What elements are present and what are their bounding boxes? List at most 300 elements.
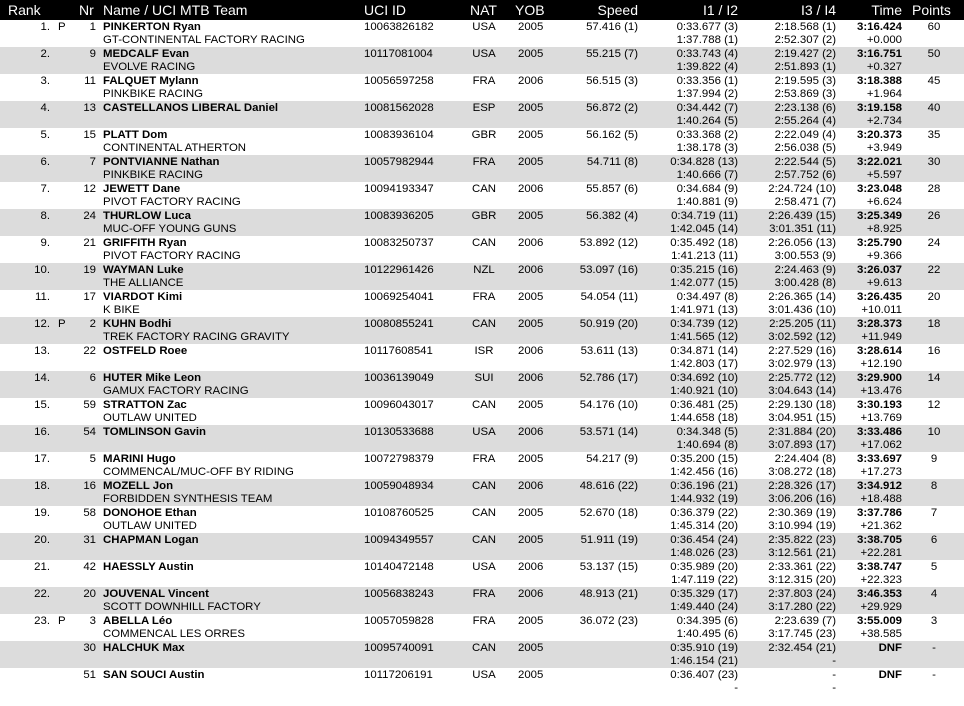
nationality: CAN xyxy=(471,480,497,492)
year-of-birth: 2006 xyxy=(518,345,544,357)
split-i1: 0:36.407 (23) xyxy=(670,669,738,681)
rider-name: STRATTON Zac xyxy=(103,399,187,411)
rider-name: OSTFELD Roee xyxy=(103,345,188,357)
nationality: CAN xyxy=(471,507,497,519)
finish-time: 3:28.614 xyxy=(857,345,902,357)
split-i2: 1:48.026 (23) xyxy=(670,547,738,559)
rank-cell: 11. xyxy=(35,291,50,303)
split-i1: 0:36.454 (24) xyxy=(670,534,738,546)
nationality: ESP xyxy=(472,102,496,114)
finish-time: 3:30.193 xyxy=(857,399,902,411)
split-i1: 0:34.395 (6) xyxy=(676,615,738,627)
split-i1: 0:35.492 (18) xyxy=(670,237,738,249)
rank-cell: 5. xyxy=(40,129,50,141)
nationality: CAN xyxy=(471,183,497,195)
points: 9 xyxy=(930,453,938,465)
split-i4: 3:04.643 (14) xyxy=(768,385,836,397)
bib-number: 19 xyxy=(83,264,96,276)
bib-number: 20 xyxy=(83,588,96,600)
rider-name: MARINI Hugo xyxy=(103,453,176,465)
rider-name: MEDCALF Evan xyxy=(103,48,190,60)
finish-time: 3:34.912 xyxy=(857,480,902,492)
uci-id: 10108760525 xyxy=(364,507,434,519)
year-of-birth: 2005 xyxy=(518,453,544,465)
table-row xyxy=(0,74,964,101)
uci-id: 10083936205 xyxy=(364,210,434,222)
time-gap: +13.769 xyxy=(860,412,902,424)
finish-time: 3:20.373 xyxy=(857,129,902,141)
split-i3: - xyxy=(832,669,836,681)
split-i4: 2:53.869 (3) xyxy=(774,88,836,100)
split-i2: 1:39.822 (4) xyxy=(676,61,738,73)
time-gap: +0.000 xyxy=(866,34,902,46)
points: 45 xyxy=(927,75,941,87)
split-i1: 0:34.719 (11) xyxy=(671,210,738,222)
header-i3-i4: I3 / I4 xyxy=(800,2,836,18)
header-nr: Nr xyxy=(79,2,94,18)
points: 40 xyxy=(927,102,941,114)
speed: 50.919 (20) xyxy=(579,318,638,330)
split-i4: - xyxy=(832,655,836,667)
team-name: COMMENCAL/MUC-OFF BY RIDING xyxy=(103,466,294,478)
uci-id: 10094349557 xyxy=(364,534,434,546)
year-of-birth: 2005 xyxy=(518,615,544,627)
finish-time: 3:19.158 xyxy=(857,102,902,114)
table-row xyxy=(0,668,964,695)
bib-number: 30 xyxy=(83,642,96,654)
points: - xyxy=(932,669,936,681)
speed: 53.611 (13) xyxy=(580,345,638,357)
split-i1: 0:36.379 (22) xyxy=(670,507,738,519)
header-i1-i2: I1 / I2 xyxy=(702,2,738,18)
bib-number: 24 xyxy=(83,210,96,222)
year-of-birth: 2006 xyxy=(518,237,544,249)
bib-number: 58 xyxy=(83,507,96,519)
table-row xyxy=(0,641,964,668)
nationality: FRA xyxy=(472,75,496,87)
split-i4: - xyxy=(832,682,836,694)
rider-name: CHAPMAN Logan xyxy=(103,534,199,546)
rank-cell: 6. xyxy=(40,156,50,168)
bib-number: 5 xyxy=(89,453,96,465)
time-gap: +22.281 xyxy=(860,547,902,559)
team-name: PINKBIKE RACING xyxy=(103,169,204,181)
split-i4: 2:51.893 (1) xyxy=(774,61,836,73)
bib-number: 3 xyxy=(89,615,96,627)
split-i2: 1:49.440 (24) xyxy=(670,601,738,613)
split-i1: 0:33.368 (2) xyxy=(676,129,738,141)
rider-name: VIARDOT Kimi xyxy=(103,291,183,303)
time-gap: +3.949 xyxy=(866,142,902,154)
bib-number: 16 xyxy=(83,480,96,492)
finish-time: 3:38.705 xyxy=(857,534,902,546)
team-name: K BIKE xyxy=(103,304,140,316)
team-name: OUTLAW UNITED xyxy=(103,520,197,532)
split-i2: 1:42.456 (16) xyxy=(670,466,738,478)
rider-name: KUHN Bodhi xyxy=(103,318,172,330)
finish-time: 3:26.435 xyxy=(857,291,902,303)
header-points: Points xyxy=(912,2,951,18)
split-i4: 3:08.272 (18) xyxy=(768,466,836,478)
table-row xyxy=(0,560,964,587)
split-i2: 1:42.077 (15) xyxy=(670,277,738,289)
split-i4: 3:02.592 (12) xyxy=(768,331,836,343)
time-gap: +17.062 xyxy=(860,439,902,451)
year-of-birth: 2005 xyxy=(518,642,544,654)
split-i4: 3:00.553 (9) xyxy=(774,250,836,262)
bib-number: 54 xyxy=(83,426,96,438)
nationality: CAN xyxy=(471,318,497,330)
nationality: FRA xyxy=(472,156,496,168)
finish-time: 3:46.353 xyxy=(857,588,902,600)
split-i4: 3:17.280 (22) xyxy=(768,601,836,613)
bib-number: 13 xyxy=(83,102,96,114)
table-row xyxy=(0,479,964,506)
split-i4: 2:57.752 (6) xyxy=(774,169,836,181)
split-i1: 0:35.329 (17) xyxy=(670,588,738,600)
pending-flag: P xyxy=(58,318,66,330)
split-i4: 2:52.307 (2) xyxy=(774,34,836,46)
rider-name: PONTVIANNE Nathan xyxy=(103,156,220,168)
split-i3: 2:35.822 (23) xyxy=(768,534,836,546)
speed: 54.054 (11) xyxy=(580,291,638,303)
speed: 53.892 (12) xyxy=(579,237,638,249)
year-of-birth: 2006 xyxy=(518,561,544,573)
split-i4: 3:17.745 (23) xyxy=(768,628,836,640)
split-i2: 1:37.994 (2) xyxy=(676,88,738,100)
table-row xyxy=(0,182,964,209)
year-of-birth: 2005 xyxy=(518,156,544,168)
year-of-birth: 2005 xyxy=(518,291,544,303)
rank-cell: 8. xyxy=(40,210,50,222)
nationality: NZL xyxy=(473,264,495,276)
speed: 52.670 (18) xyxy=(579,507,638,519)
uci-id: 10080855241 xyxy=(364,318,434,330)
finish-time: 3:28.373 xyxy=(857,318,902,330)
points: 28 xyxy=(927,183,941,195)
split-i3: 2:26.365 (14) xyxy=(768,291,836,303)
bib-number: 6 xyxy=(89,372,96,384)
year-of-birth: 2006 xyxy=(518,426,544,438)
bib-number: 31 xyxy=(83,534,96,546)
header-yob: YOB xyxy=(515,2,545,18)
points: 4 xyxy=(930,588,938,600)
split-i2: 1:40.881 (9) xyxy=(676,196,738,208)
rider-name: HUTER Mike Leon xyxy=(103,372,202,384)
nationality: CAN xyxy=(471,399,497,411)
team-name: OUTLAW UNITED xyxy=(103,412,197,424)
split-i3: 2:19.595 (3) xyxy=(774,75,836,87)
time-gap: +21.362 xyxy=(860,520,902,532)
speed: 55.215 (7) xyxy=(586,48,638,60)
rider-name: THURLOW Luca xyxy=(103,210,191,222)
split-i3: 2:23.138 (6) xyxy=(774,102,836,114)
uci-id: 10095740091 xyxy=(364,642,434,654)
split-i4: 2:56.038 (5) xyxy=(774,142,836,154)
nationality: FRA xyxy=(472,615,496,627)
split-i3: 2:26.056 (13) xyxy=(768,237,836,249)
speed: 54.217 (9) xyxy=(586,453,638,465)
rider-name: PLATT Dom xyxy=(103,129,168,141)
split-i1: 0:34.828 (13) xyxy=(670,156,738,168)
speed: 53.137 (15) xyxy=(579,561,638,573)
split-i3: 2:18.568 (1) xyxy=(774,21,836,33)
rank-cell: 14. xyxy=(34,372,50,384)
bib-number: 15 xyxy=(83,129,96,141)
finish-time: 3:16.751 xyxy=(857,48,902,60)
rider-name: TOMLINSON Gavin xyxy=(103,426,206,438)
finish-time: 3:18.388 xyxy=(857,75,902,87)
rank-cell: 23. xyxy=(34,615,50,627)
points: 26 xyxy=(927,210,941,222)
split-i2: 1:42.803 (17) xyxy=(670,358,738,370)
time-gap: +13.476 xyxy=(860,385,902,397)
split-i1: 0:34.739 (12) xyxy=(670,318,738,330)
points: 22 xyxy=(927,264,941,276)
points: 12 xyxy=(927,399,941,411)
table-row xyxy=(0,128,964,155)
year-of-birth: 2006 xyxy=(518,372,544,384)
split-i4: 3:01.436 (10) xyxy=(768,304,836,316)
speed: 57.416 (1) xyxy=(586,21,638,33)
table-row xyxy=(0,398,964,425)
team-name: GT-CONTINENTAL FACTORY RACING xyxy=(103,34,305,46)
split-i2: 1:40.495 (6) xyxy=(676,628,738,640)
nationality: FRA xyxy=(472,453,496,465)
team-name: PIVOT FACTORY RACING xyxy=(103,196,241,208)
speed: 54.711 (8) xyxy=(586,156,638,168)
rank-cell: 13. xyxy=(34,345,50,357)
time-gap: +11.949 xyxy=(861,331,902,343)
bib-number: 51 xyxy=(83,669,96,681)
bib-number: 1 xyxy=(89,21,96,33)
split-i4: 2:55.264 (4) xyxy=(774,115,836,127)
split-i3: 2:28.326 (17) xyxy=(768,480,836,492)
finish-time: 3:26.037 xyxy=(857,264,902,276)
speed: 36.072 (23) xyxy=(579,615,638,627)
uci-id: 10069254041 xyxy=(364,291,434,303)
speed: 56.872 (2) xyxy=(586,102,638,114)
year-of-birth: 2005 xyxy=(518,399,544,411)
rider-name: PINKERTON Ryan xyxy=(103,21,201,33)
year-of-birth: 2005 xyxy=(518,507,544,519)
time-gap: +38.585 xyxy=(860,628,902,640)
rider-name: HALCHUK Max xyxy=(103,642,185,654)
finish-time: 3:29.900 xyxy=(857,372,902,384)
split-i2: 1:44.932 (19) xyxy=(670,493,738,505)
nationality: USA xyxy=(472,561,496,573)
rank-cell: 2. xyxy=(40,48,50,60)
speed: 53.097 (16) xyxy=(579,264,638,276)
uci-id: 10056838243 xyxy=(364,588,434,600)
pending-flag: P xyxy=(58,615,66,627)
points: 20 xyxy=(927,291,941,303)
split-i1: 0:34.497 (8) xyxy=(676,291,738,303)
year-of-birth: 2005 xyxy=(518,210,544,222)
split-i4: 3:04.951 (15) xyxy=(768,412,836,424)
uci-id: 10083250737 xyxy=(364,237,434,249)
points: 35 xyxy=(927,129,941,141)
table-row xyxy=(0,371,964,398)
table-row xyxy=(0,263,964,290)
split-i2: 1:40.666 (7) xyxy=(676,169,738,181)
split-i1: 0:34.684 (9) xyxy=(676,183,738,195)
speed: 55.857 (6) xyxy=(586,183,638,195)
nationality: FRA xyxy=(472,291,496,303)
points: 7 xyxy=(930,507,938,519)
year-of-birth: 2005 xyxy=(518,21,544,33)
time-gap: +5.597 xyxy=(866,169,902,181)
finish-time: 3:23.048 xyxy=(857,183,902,195)
year-of-birth: 2006 xyxy=(518,588,544,600)
points: 6 xyxy=(930,534,938,546)
bib-number: 21 xyxy=(83,237,96,249)
bib-number: 11 xyxy=(84,75,96,87)
nationality: USA xyxy=(472,669,496,681)
team-name: GAMUX FACTORY RACING xyxy=(103,385,249,397)
split-i3: 2:24.463 (9) xyxy=(774,264,836,276)
team-name: FORBIDDEN SYNTHESIS TEAM xyxy=(103,493,273,505)
rider-name: JEWETT Dane xyxy=(103,183,181,195)
speed: 52.786 (17) xyxy=(579,372,638,384)
split-i3: 2:26.439 (15) xyxy=(768,210,836,222)
year-of-birth: 2006 xyxy=(518,183,544,195)
speed: 48.616 (22) xyxy=(579,480,638,492)
time-gap: +17.273 xyxy=(860,466,902,478)
uci-id: 10081562028 xyxy=(364,102,434,114)
nationality: CAN xyxy=(471,534,497,546)
table-row xyxy=(0,344,964,371)
rider-name: ABELLA Léo xyxy=(103,615,173,627)
rank-cell: 18. xyxy=(34,480,50,492)
split-i3: 2:23.639 (7) xyxy=(774,615,836,627)
speed: 56.382 (4) xyxy=(586,210,638,222)
rank-cell: 10. xyxy=(34,264,50,276)
split-i2: 1:37.788 (1) xyxy=(676,34,738,46)
team-name: PINKBIKE RACING xyxy=(103,88,204,100)
split-i2: 1:38.178 (3) xyxy=(676,142,738,154)
bib-number: 59 xyxy=(83,399,96,411)
split-i4: 3:06.206 (16) xyxy=(768,493,836,505)
uci-id: 10117081004 xyxy=(364,48,433,60)
bib-number: 7 xyxy=(89,156,96,168)
points: 24 xyxy=(927,237,941,249)
rider-name: FALQUET Mylann xyxy=(103,75,199,87)
points: 30 xyxy=(927,156,941,168)
table-row xyxy=(0,614,964,641)
uci-id: 10130533688 xyxy=(364,426,434,438)
uci-id: 10083936104 xyxy=(364,129,434,141)
split-i2: - xyxy=(734,682,738,694)
time-gap: +22.323 xyxy=(860,574,902,586)
split-i2: 1:41.213 (11) xyxy=(671,250,738,262)
nationality: CAN xyxy=(471,237,497,249)
uci-id: 10072798379 xyxy=(364,453,434,465)
uci-id: 10140472148 xyxy=(364,561,434,573)
nationality: ISR xyxy=(474,345,494,357)
split-i3: 2:22.544 (5) xyxy=(774,156,836,168)
split-i2: 1:40.264 (5) xyxy=(676,115,738,127)
points: 8 xyxy=(930,480,938,492)
pending-flag: P xyxy=(58,21,66,33)
split-i4: 3:01.351 (11) xyxy=(769,223,836,235)
rank-cell: 9. xyxy=(40,237,50,249)
finish-time: 3:33.697 xyxy=(857,453,902,465)
uci-id: 10057982944 xyxy=(364,156,434,168)
split-i3: 2:27.529 (16) xyxy=(768,345,836,357)
split-i2: 1:40.921 (10) xyxy=(670,385,738,397)
uci-id: 10117206191 xyxy=(364,669,433,681)
split-i3: 2:24.404 (8) xyxy=(774,453,836,465)
split-i1: 0:35.910 (19) xyxy=(670,642,738,654)
time-gap: +0.327 xyxy=(866,61,902,73)
header-nat: NAT xyxy=(470,2,497,18)
table-row xyxy=(0,20,964,47)
finish-time: 3:55.009 xyxy=(857,615,902,627)
speed: 51.911 (19) xyxy=(580,534,638,546)
split-i3: 2:33.361 (22) xyxy=(768,561,836,573)
split-i1: 0:35.200 (15) xyxy=(670,453,738,465)
points: 50 xyxy=(927,48,941,60)
bib-number: 2 xyxy=(89,318,96,330)
table-row xyxy=(0,236,964,263)
rider-name: WAYMAN Luke xyxy=(103,264,184,276)
uci-id: 10059048934 xyxy=(364,480,434,492)
team-name: PIVOT FACTORY RACING xyxy=(103,250,241,262)
team-name: EVOLVE RACING xyxy=(103,61,196,73)
nationality: GBR xyxy=(471,210,497,222)
finish-time: DNF xyxy=(878,642,902,654)
rank-cell: 4. xyxy=(40,102,50,114)
split-i2: 1:47.119 (22) xyxy=(671,574,738,586)
finish-time: 3:33.486 xyxy=(857,426,902,438)
split-i1: 0:33.356 (1) xyxy=(676,75,738,87)
table-row xyxy=(0,155,964,182)
points: 60 xyxy=(927,21,941,33)
table-row xyxy=(0,452,964,479)
table-row xyxy=(0,47,964,74)
split-i2: 1:44.658 (18) xyxy=(670,412,738,424)
finish-time: 3:37.786 xyxy=(857,507,902,519)
rank-cell: 7. xyxy=(40,183,50,195)
finish-time: 3:25.790 xyxy=(857,237,902,249)
speed: 56.162 (5) xyxy=(586,129,638,141)
split-i3: 2:29.130 (18) xyxy=(768,399,836,411)
bib-number: 42 xyxy=(83,561,96,573)
speed: 48.913 (21) xyxy=(579,588,638,600)
split-i1: 0:34.692 (10) xyxy=(670,372,738,384)
header-rank: Rank xyxy=(8,2,41,18)
split-i4: 3:07.893 (17) xyxy=(768,439,836,451)
table-row xyxy=(0,506,964,533)
rider-name: HAESSLY Austin xyxy=(103,561,194,573)
nationality: USA xyxy=(472,21,496,33)
split-i4: 2:58.471 (7) xyxy=(774,196,836,208)
time-gap: +6.624 xyxy=(866,196,902,208)
nationality: USA xyxy=(472,426,496,438)
year-of-birth: 2005 xyxy=(518,129,544,141)
split-i2: 1:40.694 (8) xyxy=(676,439,738,451)
rank-cell: 22. xyxy=(34,588,50,600)
rank-cell: 21. xyxy=(34,561,50,573)
rank-cell: 19. xyxy=(34,507,50,519)
split-i4: 3:00.428 (8) xyxy=(774,277,836,289)
bib-number: 12 xyxy=(83,183,96,195)
finish-time: DNF xyxy=(878,669,902,681)
year-of-birth: 2006 xyxy=(518,480,544,492)
time-gap: +18.488 xyxy=(860,493,902,505)
points: 10 xyxy=(927,426,941,438)
